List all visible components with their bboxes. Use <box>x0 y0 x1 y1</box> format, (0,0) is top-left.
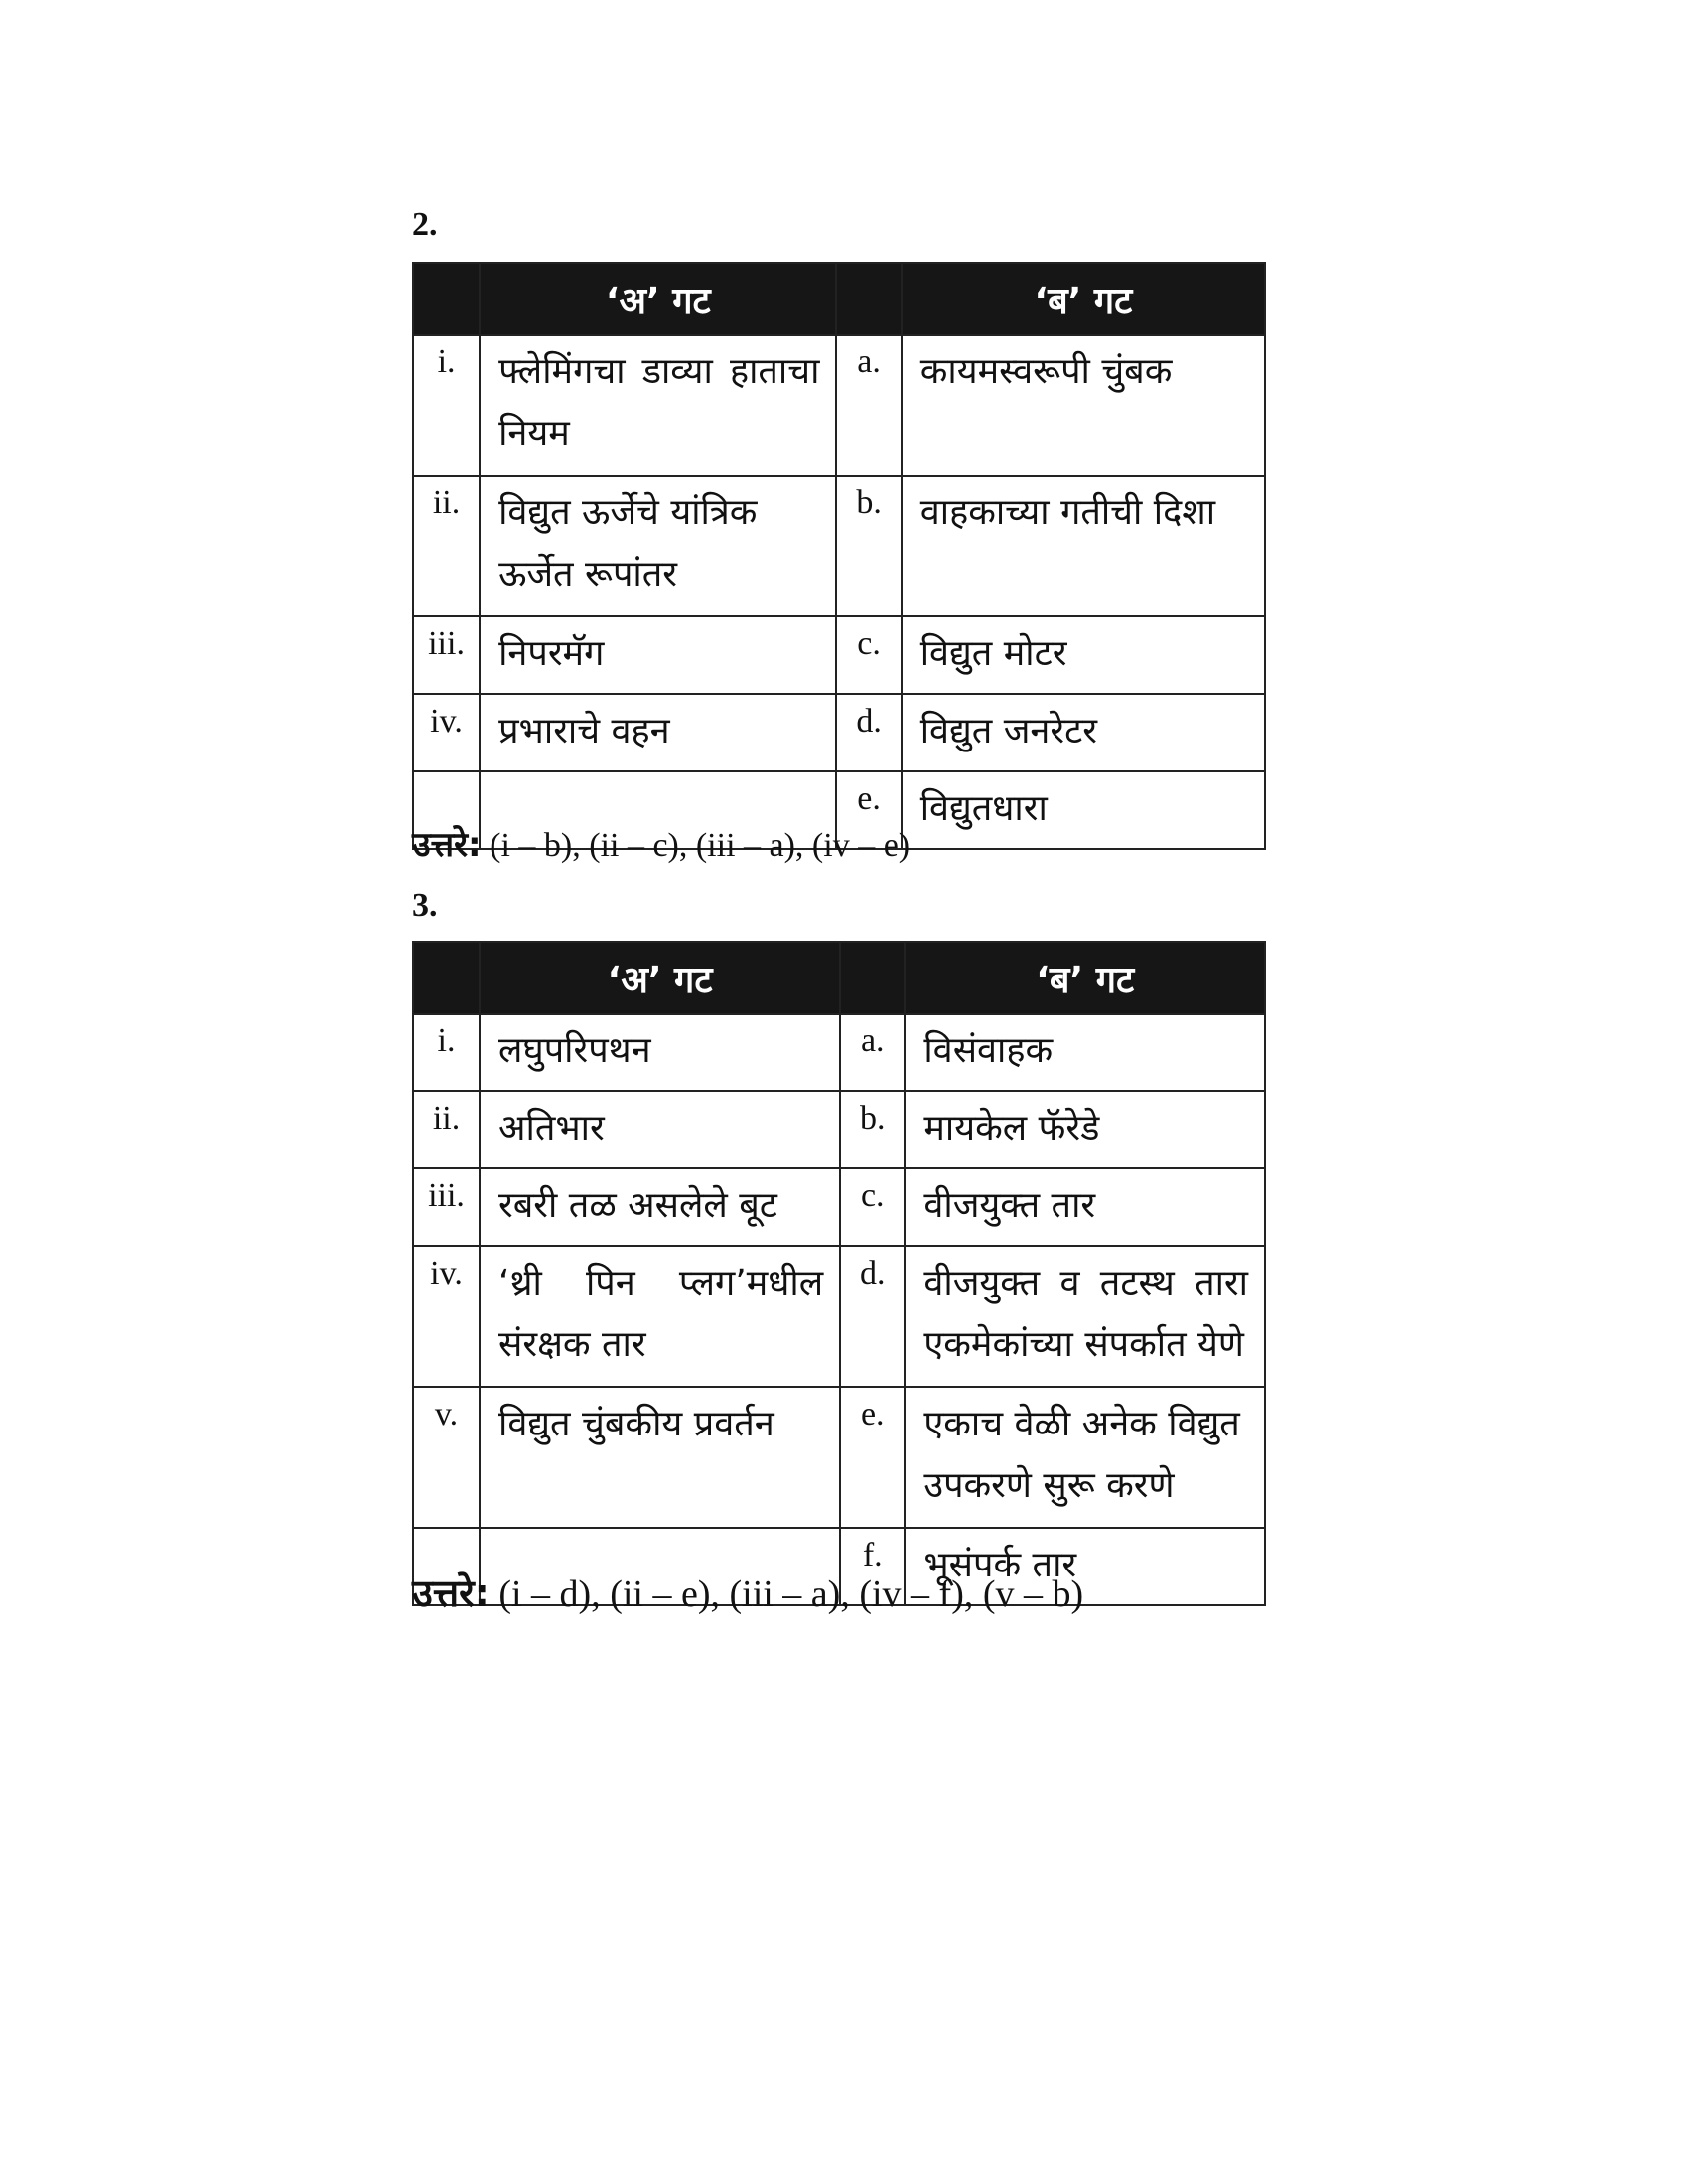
row-text-a: फ्लेमिंगचा डाव्या हाताचा नियम <box>480 335 836 476</box>
answer-text: (i – b), (ii – c), (iii – a), (iv – e) <box>490 827 911 864</box>
row-text-a: विद्युत चुंबकीय प्रवर्तन <box>480 1387 840 1528</box>
row-num-b: c. <box>840 1168 905 1246</box>
header-blank <box>413 263 480 335</box>
question-2-answer <box>412 820 910 866</box>
row-num-a: ii. <box>413 476 480 616</box>
row-text-b: एकाच वेळी अनेक विद्युत उपकरणे सुरू करणे <box>905 1387 1265 1528</box>
row-num-a: iv. <box>413 694 480 771</box>
row-text-a: लघुपरिपथन <box>480 1014 840 1091</box>
table-row <box>413 476 1265 616</box>
answer-label: उत्तरे: <box>412 825 482 865</box>
header-group-b: ‘ब’ गट <box>902 263 1265 335</box>
row-text-a: अतिभार <box>480 1091 840 1168</box>
header-blank <box>840 942 905 1014</box>
row-num-b: b. <box>836 476 901 616</box>
row-num-b: a. <box>836 335 901 476</box>
row-text-b: मायकेल फॅरेडे <box>905 1091 1265 1168</box>
table-row <box>413 694 1265 771</box>
table-row <box>413 1014 1265 1091</box>
row-text-b: विद्युत मोटर <box>902 616 1265 694</box>
header-blank <box>413 942 480 1014</box>
row-text-b: वाहकाच्या गतीची दिशा <box>902 476 1265 616</box>
answer-label: उत्तरे: <box>412 1571 490 1615</box>
table-row <box>413 1168 1265 1246</box>
table-row <box>413 1246 1265 1387</box>
question-2-match-table <box>412 262 1266 850</box>
header-group-b: ‘ब’ गट <box>905 942 1265 1014</box>
row-text-a: निपरमॅग <box>480 616 836 694</box>
header-blank <box>836 263 901 335</box>
table-row <box>413 616 1265 694</box>
question-2-number: 2. <box>412 206 438 243</box>
row-num-b: b. <box>840 1091 905 1168</box>
row-text-b: भूसंपर्क तार <box>905 1528 1265 1605</box>
row-num-b: e. <box>836 771 901 849</box>
row-num-a: i. <box>413 1014 480 1091</box>
row-num-a: i. <box>413 335 480 476</box>
row-text-b: कायमस्वरूपी चुंबक <box>902 335 1265 476</box>
row-text-a: विद्युत ऊर्जेचे यांत्रिक ऊर्जेत रूपांतर <box>480 476 836 616</box>
row-text-b: वीजयुक्त तार <box>905 1168 1265 1246</box>
row-num-b: a. <box>840 1014 905 1091</box>
question-3-match-table <box>412 941 1266 1606</box>
header-group-a: ‘अ’ गट <box>480 942 840 1014</box>
row-text-b: वीजयुक्त व तटस्थ तारा एकमेकांच्या संपर्कात येणे <box>905 1246 1265 1387</box>
table-row <box>413 1387 1265 1528</box>
row-num-a: iii. <box>413 616 480 694</box>
row-num-a: ii. <box>413 1091 480 1168</box>
table-row <box>413 1091 1265 1168</box>
row-num-b: d. <box>840 1246 905 1387</box>
row-num-b: f. <box>840 1528 905 1605</box>
row-num-a: iii. <box>413 1168 480 1246</box>
answer-text: (i – d), (ii – e), (iii – a), (iv – f), (v – b) <box>498 1573 1084 1615</box>
question-3-answer <box>412 1567 1083 1618</box>
row-text-a: ‘थ्री पिन प्लग’मधील संरक्षक तार <box>480 1246 840 1387</box>
question-3-number: 3. <box>412 887 438 924</box>
row-num-b: d. <box>836 694 901 771</box>
row-text-b: विद्युत जनरेटर <box>902 694 1265 771</box>
row-text-b: विद्युतधारा <box>902 771 1265 849</box>
row-text-b: विसंवाहक <box>905 1014 1265 1091</box>
header-group-a: ‘अ’ गट <box>480 263 836 335</box>
row-num-a: v. <box>413 1387 480 1528</box>
row-text-a: प्रभाराचे वहन <box>480 694 836 771</box>
table-row <box>413 335 1265 476</box>
row-text-a: रबरी तळ असलेले बूट <box>480 1168 840 1246</box>
table-header-row <box>413 942 1265 1014</box>
row-num-b: e. <box>840 1387 905 1528</box>
row-num-b: c. <box>836 616 901 694</box>
table-header-row <box>413 263 1265 335</box>
row-num-a: iv. <box>413 1246 480 1387</box>
